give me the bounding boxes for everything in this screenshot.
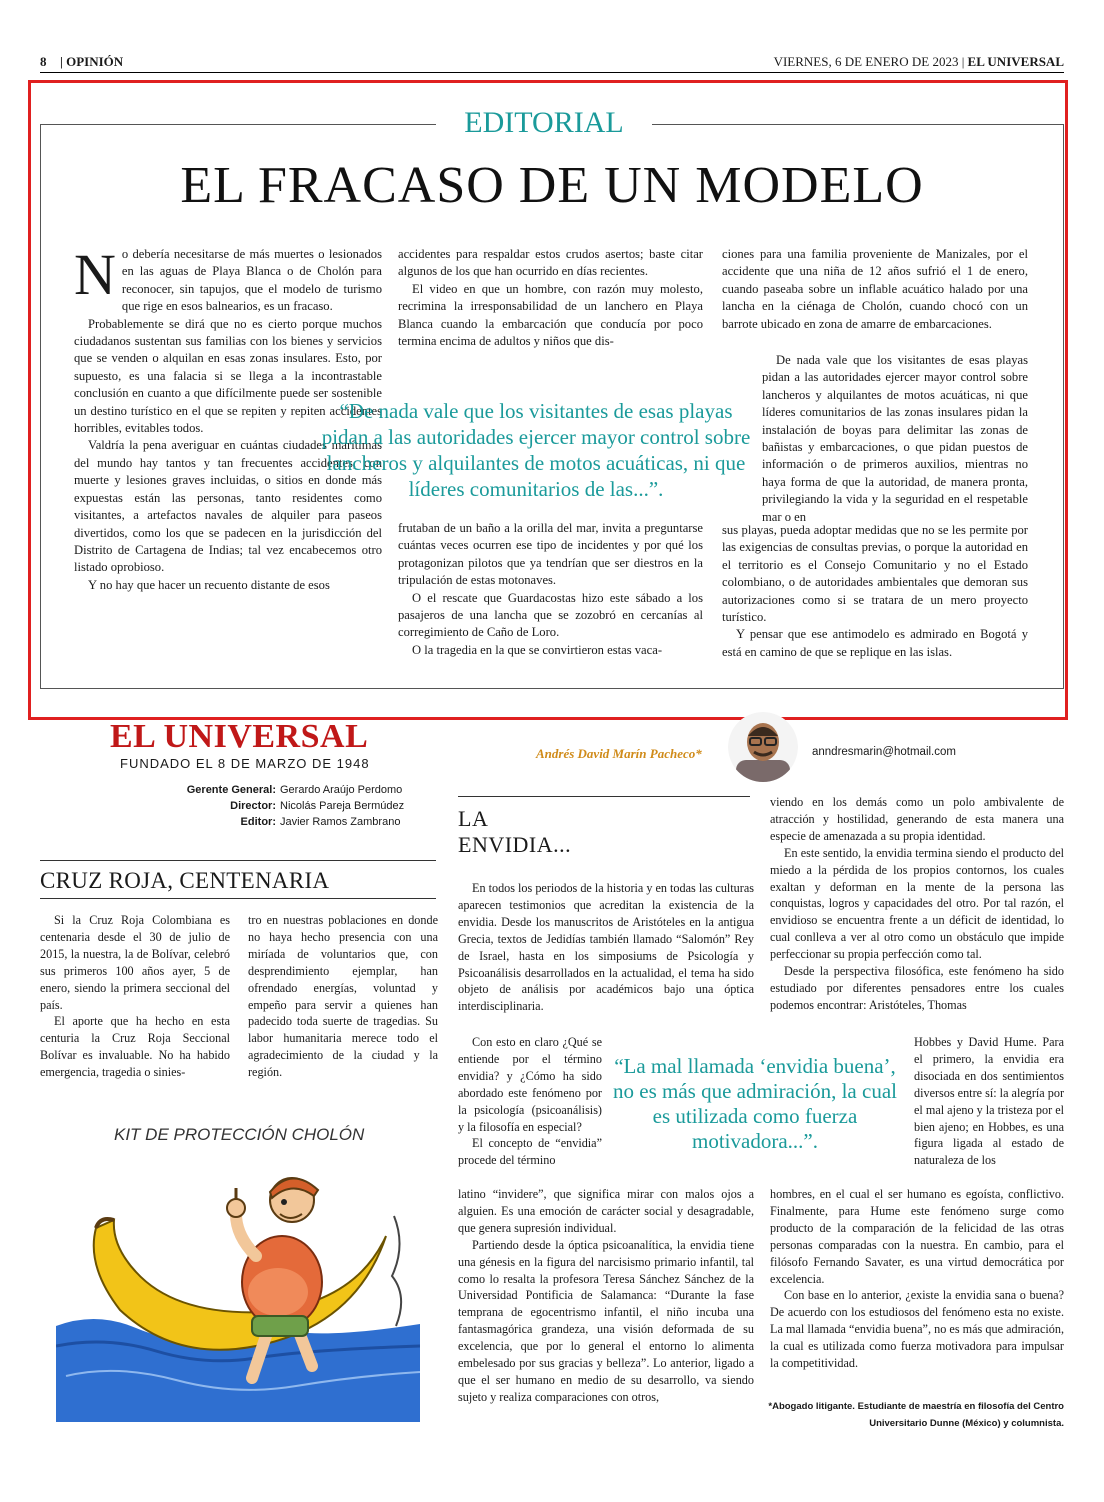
paragraph: sus playas, pueda adoptar medidas que no se les permite por las exigencias de consultas previas, o porque la autoridad en el territorio es el Consejo Comunitario y no el Estado colombiano, o de autoridades ambientales que demoran sus autorizaciones como si se tratara de un mero proyecto turístico. [722, 523, 1028, 625]
paragraph: Y no hay que hacer un recuento distante de esos [88, 577, 330, 592]
column-title-line2: ENVIDIA... [458, 832, 572, 857]
column-title [458, 806, 571, 858]
cruz-roja-rule-bottom [40, 898, 436, 899]
header-rule [40, 72, 1064, 73]
column-footnote: *Abogado litigante. Estudiante de maestría en filosofía del Centro Universitario Dunne (México) y columnista. [768, 1401, 1064, 1429]
column-col2-narrow [914, 1034, 1064, 1169]
editorial-label: EDITORIAL [464, 106, 624, 139]
paragraph: En este sentido, la envidia termina siendo el producto del miedo a la pérdida de los propios contornos, los cuales exaltan y deforman en la mente de la persona las conquistas, logros y capacidades del otro. Por tal razón, el envidioso se encuentra frente a un déficit de identidad, lo cual conlleva a ver al otro como un obstáculo que impide perfeccionar su propia perfección como tal. [770, 845, 1064, 962]
paragraph: hombres, en el cual el ser humano es egoísta, conflictivo. Finalmente, para Hume este fenómeno surge como producto de la comparación de la felicidad de las otras personas comparadas con la nuestra. En cambio, para el filósofo Fernando Savater, es una virtud democrática por excelencia. [770, 1187, 1064, 1286]
staff-name: Gerardo Araújo Perdomo [280, 784, 403, 796]
paragraph: tro en nuestras poblaciones en donde no haya hecho presencia con una miríada de voluntarios que, con desprendimiento ejemplar, han ofrendado energías, voluntad y empeño para servir a quienes han padecido toda suerte de tragedias. Su labor humanitaria merece todo el agradecimiento de la ciudad y la región. [248, 913, 438, 1080]
editorial-col2-top [398, 246, 703, 350]
staff-role: Gerente General: [186, 784, 276, 796]
paragraph: Si la Cruz Roja Colombiana es centenaria desde el 30 de julio de 2015, la nuestra, la de Bolívar, celebró sus primeros 100 años ayer, 5 de enero, siendo la primera seccional del país. [40, 913, 230, 1012]
editorial-col3-mid [762, 352, 1028, 526]
editorial-col3-bottom [722, 522, 1028, 661]
column-title-line1: LA [458, 806, 489, 831]
staff-role: Director: [230, 800, 276, 812]
column-col1-top [458, 880, 754, 1015]
author-avatar [728, 712, 798, 782]
cruz-roja-rule-top [40, 860, 436, 861]
paragraph: o debería necesitarse de más muertes o lesionados en las aguas de Playa Blanca o de Cholón para reconocer, sin tapujos, que el modelo de turismo que rige en esos balnearios, es un fracaso. [121, 247, 382, 314]
paragraph: Y pensar que ese antimodelo es admirado en Bogotá y está en camino de que se replique en las islas. [722, 627, 1028, 659]
paragraph: ciones para una familia proveniente de Manizales, por el accidente que una niña de 12 años sufrió el 1 de enero, cuando paseaba sobre un inflable acuático halado por una lancha en la ciénaga de Cholón, cuando chocó con un barrote ubicado en zona de amarre de embarcaciones. [722, 247, 1028, 331]
editorial-title: EL FRACASO DE UN MODELO [180, 157, 924, 214]
staff-role: Editor: [240, 816, 276, 828]
drop-cap: N [74, 242, 116, 307]
staff-roles [80, 782, 276, 830]
cartoon-illustration [56, 1096, 420, 1422]
paragraph: Desde la perspectiva filosófica, este fenómeno ha sido estudiado por diferentes pensadores entre los cuales podemos encontrar: Aristóteles, Thomas [770, 964, 1064, 1012]
paragraph: O el rescate que Guardacostas hizo este sábado a los pasajeros de una lancha que se zozobró en cercanías al corregimiento de Caño de Loro. [398, 590, 703, 640]
masthead-logo: EL UNIVERSAL [110, 718, 369, 755]
column-rule [458, 796, 750, 797]
cartoon-caption: KIT DE PROTECCIÓN CHOLÓN [114, 1125, 365, 1144]
paragraph: Hobbes y David Hume. Para el primero, la envidia era disociada en dos sentimientos diversos entre sí: la alegría por el mal ajeno y la tristeza por el bien ajeno; en Hobbes, es una figura ligada al estado de naturaleza de los [914, 1035, 1064, 1168]
cruz-roja-title: CRUZ ROJA, CENTENARIA [40, 868, 330, 893]
column-author: Andrés David Marín Pacheco* [536, 746, 702, 761]
paragraph: En todos los periodos de la historia y en todas las culturas aparecen testimonios que acreditan la existencia de la envidia. Desde los manuscritos de Aristóteles en la antigua Grecia, textos de Jedidías también llamado “Salomón” Rey de Israel, hasta en los simposiums de Psicología y Psicoanálisis desarrollados en la actualidad, el tema ha sido objeto de análisis por académicos bajo una óptica interdisciplinaria. [458, 881, 754, 1014]
column-col2-bottom [770, 1186, 1064, 1372]
dateline [774, 54, 1064, 70]
paragraph: latino “invidere”, que significa mirar con malos ojos a alguien. Es una emoción de carácter social y desagradable, que genera supresión individual. [458, 1187, 754, 1235]
column-pull-quote: “La mal llamada ‘envidia buena’, no es más que admiración, la cual es utilizada como fuerza motivadora...”. [613, 1054, 897, 1153]
cruz-roja-col1 [40, 912, 230, 1081]
paragraph: O la tragedia en la que se convirtieron estas vaca- [412, 642, 663, 657]
paragraph: frutaban de un baño a la orilla del mar, invita a preguntarse cuántas veces ocurren ese tipo de incidentes y por qué los protagonizan pilotos que ya tendrían que ser diestros en la tripulación de estas motonaves. [398, 521, 703, 588]
column-col1-bottom [458, 1186, 754, 1406]
page-number: 8 [40, 54, 47, 69]
paragraph: Probablemente se dirá que no es cierto porque muchos ciudadanos sustentan sus familias con los bienes y servicios que se venden o alquilan en esas zonas insulares. Esto, por supuesto, es una falacia si se llega a la incontrastable conclusión en cuanto a que difícilmente puede ser sostenible un destino turístico en el que se repiten y repiten accidentes horribles, evitables todos. [74, 316, 382, 436]
paragraph: El aporte que ha hecho en esta centuria la Cruz Roja Seccional Bolívar es invaluable. No ha habido emergencia, tragedia o sinies- [40, 1014, 230, 1080]
editorial-pull-quote: “De nada vale que los visitantes de esas playas pidan a las autoridades ejercer mayor control sobre lancheros y alquilantes de motos acuáticas, ni que líderes comunitarios de las...”. [321, 399, 751, 501]
editorial-col2-bottom [398, 520, 703, 659]
staff-name: Javier Ramos Zambrano [280, 816, 401, 828]
column-col1-narrow [458, 1034, 602, 1169]
author-email: anndresmarin@hotmail.com [812, 746, 956, 758]
brand: EL UNIVERSAL [967, 54, 1064, 69]
staff-names [280, 782, 440, 830]
paragraph: accidentes para respaldar estos crudos asertos; baste citar algunos de los que han ocurrido en días recientes. [398, 247, 703, 279]
masthead-founded: FUNDADO EL 8 DE MARZO DE 1948 [120, 756, 370, 771]
column-col2-top [770, 794, 1064, 1014]
paragraph: El concepto de “envidia” procede del término [458, 1136, 602, 1168]
paragraph: Valdría la pena averiguar en cuántas ciudades marítimas del mundo hay tantos y tan frecuentes accidentes, con muerte y lesiones graves incluidas, o sitios en donde más expuestas están las personas, tanto residentes como visitantes, a artefactos navales de alquiler para paseos divertidos, como los que se padecen en la jurisdicción del Distrito de Cartagena de Indias; tal vez encabecemos otro listado oprobioso. [74, 438, 382, 575]
staff-name: Nicolás Pareja Bermúdez [280, 800, 405, 812]
paragraph: Con base en lo anterior, ¿existe la envidia sana o buena? De acuerdo con los estudiosos del fenómeno esta no existe. La mal llamada “envidia buena”, no es más que admiración, la cual es utilizada como fuerza motivadora para impulsar la competitividad. [770, 1288, 1064, 1371]
editorial-rule-right [652, 124, 1064, 125]
paragraph: viendo en los demás como un polo ambivalente de atracción y hostilidad, generando de esta manera una especie de amenazada a su propia identidad. [770, 795, 1064, 843]
editorial-rule-left [40, 124, 436, 125]
paragraph: De nada vale que los visitantes de esas playas pidan a las autoridades ejercer mayor control sobre lancheros y alquilantes de motos acuáticas, ni que líderes comunitarios de las zonas insulares pidan la instalación de boyas para delimitar las zonas de bañistas y embarcaciones, o que pidan puestos de información o de primeros auxilios, mientras no haya forma de que la autoridad, de manera pronta, privilegiando la vida y la seguridad en el respetable mar o en [762, 353, 1028, 524]
paragraph: Con esto en claro ¿Qué se entiende por el término envidia? y ¿Cómo ha sido abordado este fenómeno por la psicología (psicoanálisis) y la filosofía en especial? [458, 1035, 602, 1134]
date: VIERNES, 6 DE ENERO DE 2023 | [773, 54, 965, 69]
paragraph: Partiendo desde la óptica psicoanalítica, la envidia tiene una génesis en la figura del narcisismo primario infantil, tal como lo resalta la profesora Teresa Sánchez Sánchez de la Universidad Pontificia de Salamanca: “Durante la fase temprana de egocentrismo infantil, el niño incuba una fantasmagórica grandeza, una visión deformada de su excelencia, que por lo general el entorno lo alimenta embelesado por sus gracias y belleza”. Lo anterior, ligado a que el ser humano en medio de su desarrollo, va siendo sujeto y realiza comparaciones con otros, [458, 1237, 754, 1404]
editorial-col3-top [722, 246, 1028, 333]
paragraph: El video en que un hombre, con razón muy molesto, recrimina la irresponsabilidad de un lanchero en Playa Blanca cuando la embarcación que conducía por poco termina encima de adultos y niños que dis- [398, 281, 703, 349]
section-name: | OPINIÓN [60, 54, 124, 69]
cruz-roja-col2 [248, 912, 438, 1081]
